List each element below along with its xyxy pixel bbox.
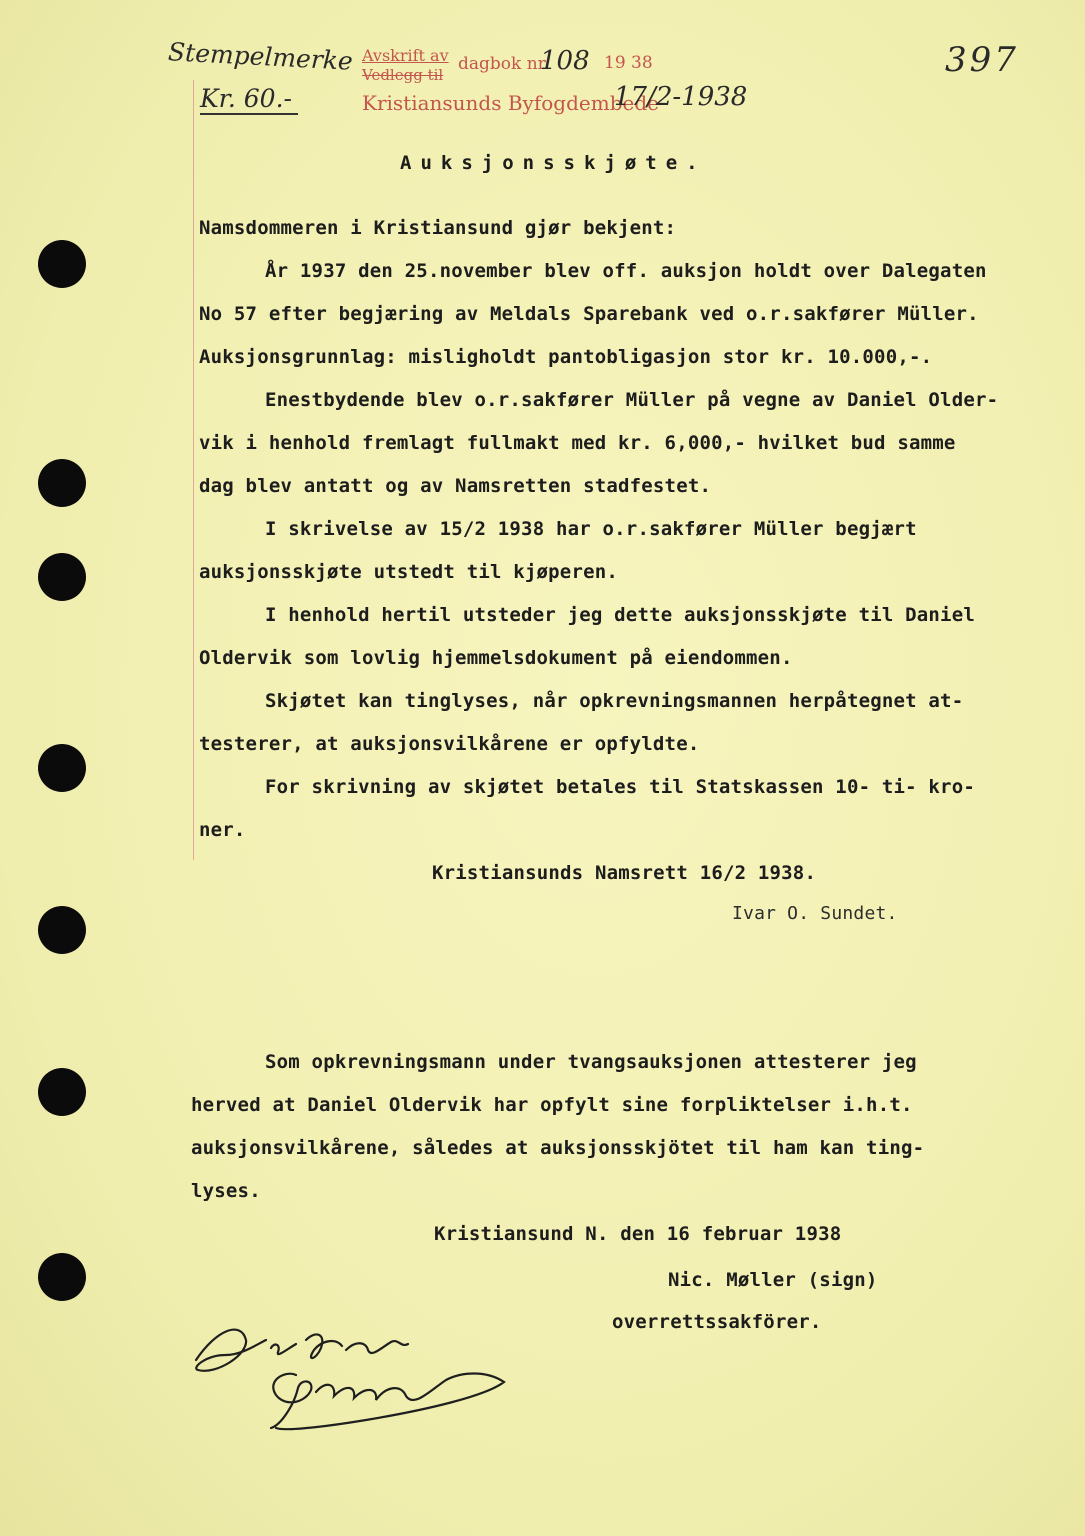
stamp-court-name: Kristiansunds Byfogdembede — [362, 91, 659, 115]
attest-title: overrettssakförer. — [612, 1311, 822, 1333]
body-line: Enestbydende blev o.r.sakfører Müller på vegne av Daniel Older- — [265, 389, 999, 411]
stamp-year: 19 38 — [604, 53, 653, 73]
punch-hole — [38, 906, 86, 954]
body-line: Oldervik som lovlig hjemmelsdokument på eiendommen. — [199, 647, 793, 669]
document-title: Auksjonsskjøte. — [400, 152, 707, 174]
stamp-dagbok-label: dagbok nr. — [458, 54, 550, 74]
body-line: testerer, at auksjonsvilkårene er opfyldte. — [199, 733, 700, 755]
attest-line: lyses. — [191, 1180, 261, 1202]
attest-line: Som opkrevningsmann under tvangsauksjonen attesterer jeg — [265, 1051, 917, 1073]
attest-signer: Nic. Møller (sign) — [668, 1269, 878, 1291]
body-line: Namsdommeren i Kristiansund gjør bekjent: — [199, 217, 677, 239]
punch-hole — [38, 1253, 86, 1301]
stamp-attachment-to: Vedlegg til — [362, 66, 444, 84]
stamp-copy-of: Avskrift av — [362, 46, 449, 65]
punch-hole — [38, 1068, 86, 1116]
handwritten-signature — [186, 1300, 526, 1450]
attest-place-date: Kristiansund N. den 16 februar 1938 — [434, 1223, 842, 1245]
punch-hole — [38, 553, 86, 601]
punch-hole — [38, 744, 86, 792]
body-line: vik i henhold fremlagt fullmakt med kr. 6,000,- hvilket bud samme — [199, 432, 956, 454]
body-line: År 1937 den 25.november blev off. auksjon holdt over Dalegaten — [265, 260, 987, 282]
judge-signature: Ivar O. Sundet. — [732, 903, 898, 924]
body-line: I skrivelse av 15/2 1938 har o.r.sakfører Müller begjært — [265, 518, 917, 540]
body-line: For skrivning av skjøtet betales til Statskassen 10- ti- kro- — [265, 776, 975, 798]
punch-hole — [38, 240, 86, 288]
body-line: No 57 efter begjæring av Meldals Sparebank ved o.r.sakfører Müller. — [199, 303, 979, 325]
stamp-duty-amount: Kr. 60.- — [200, 84, 298, 115]
attest-line: herved at Daniel Oldervik har opfylt sine forpliktelser i.h.t. — [191, 1094, 913, 1116]
body-line: auksjonsskjøte utstedt til kjøperen. — [199, 561, 619, 583]
body-line: dag blev antatt og av Namsretten stadfestet. — [199, 475, 712, 497]
registration-date: 17/2-1938 — [614, 82, 748, 112]
court-place-date: Kristiansunds Namsrett 16/2 1938. — [432, 862, 817, 884]
attest-line: auksjonsvilkårene, således at auksjonsskjötet til ham kan ting- — [191, 1137, 925, 1159]
margin-line — [193, 80, 194, 860]
body-line: I henhold hertil utsteder jeg dette auksjonsskjøte til Daniel — [265, 604, 975, 626]
dagbok-number: 108 — [540, 46, 590, 76]
body-line: Skjøtet kan tinglyses, når opkrevningsmannen herpåtegnet at- — [265, 690, 964, 712]
punch-hole — [38, 459, 86, 507]
stamp-duty-note: Stempelmerke — [167, 37, 354, 76]
body-line: ner. — [199, 819, 246, 841]
page-number: 397 — [945, 40, 1019, 80]
body-line: Auksjonsgrunnlag: misligholdt pantobligasjon stor kr. 10.000,-. — [199, 346, 933, 368]
